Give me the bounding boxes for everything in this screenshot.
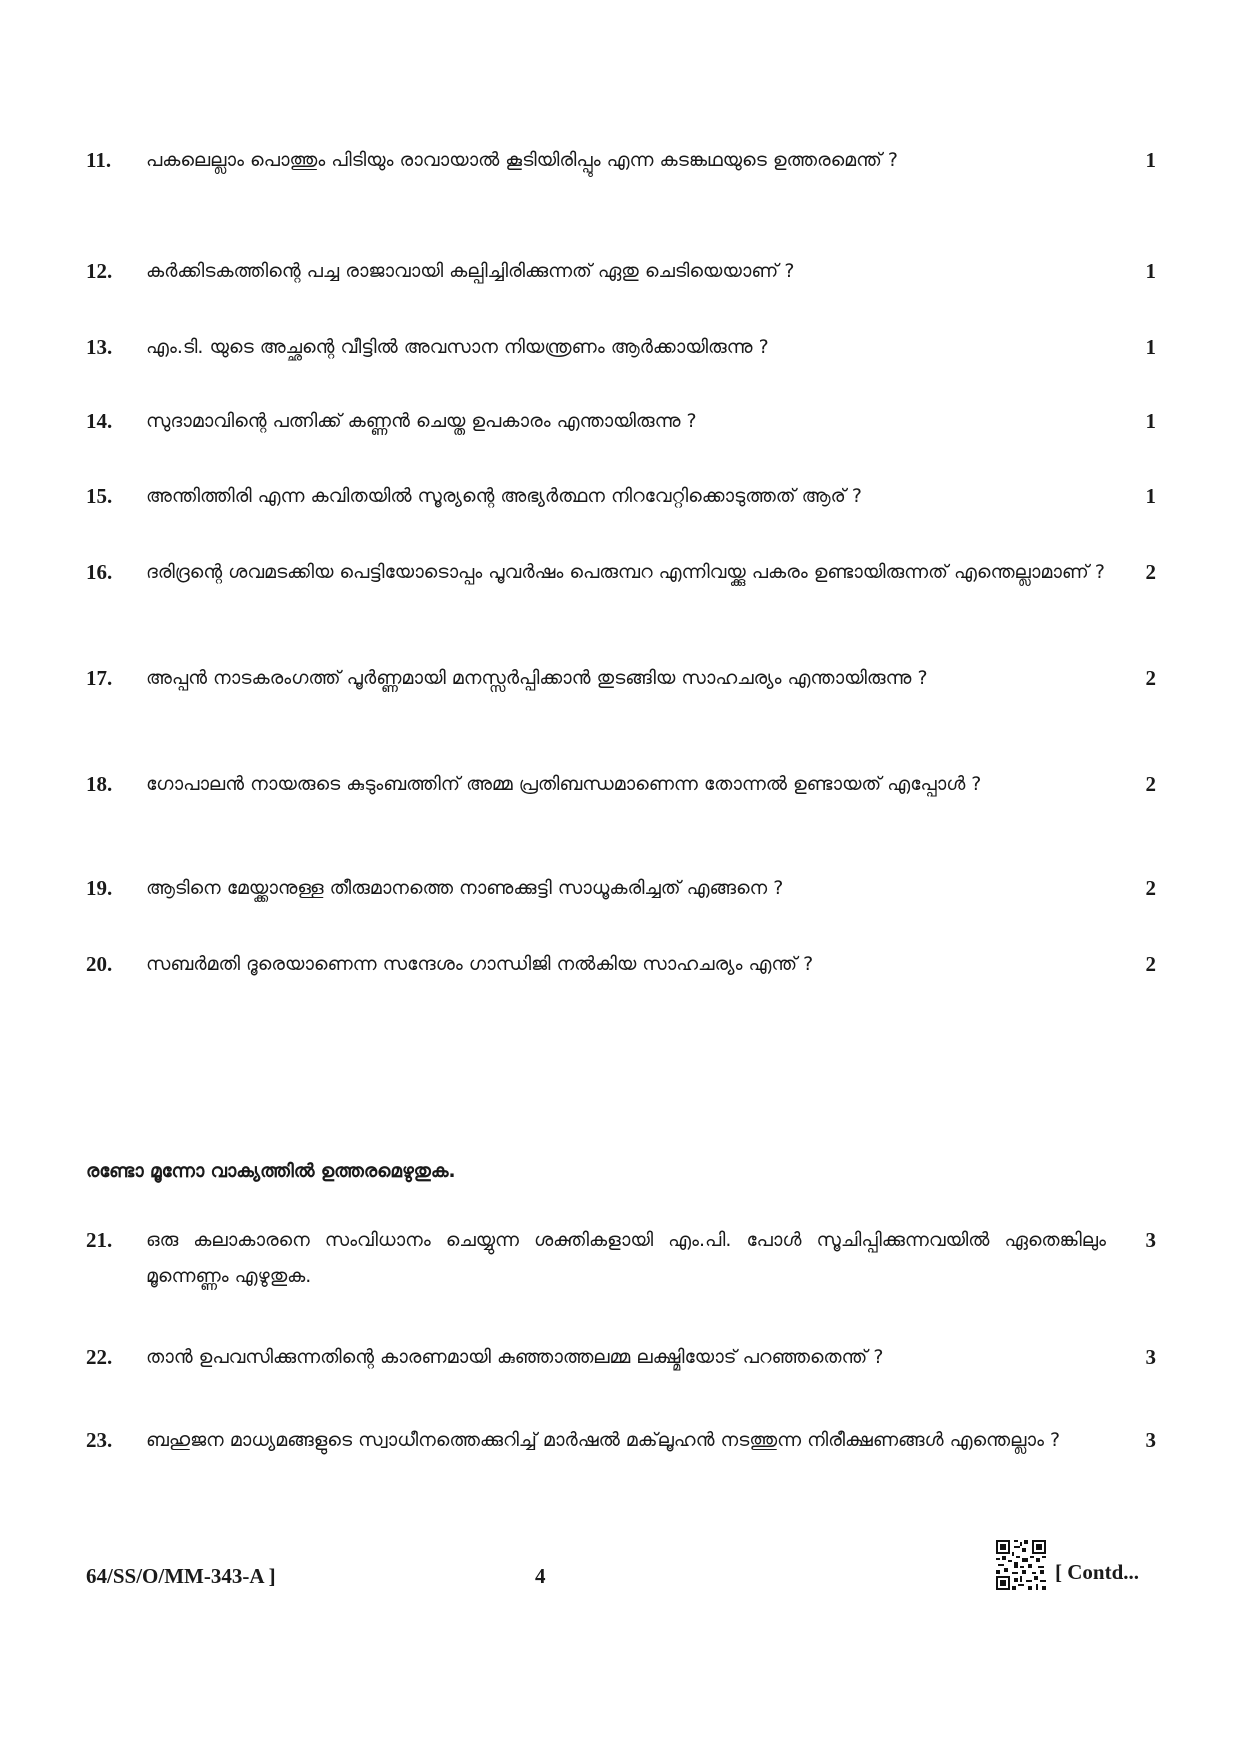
question-marks: 2 <box>1145 952 1156 976</box>
question-number: 14. <box>86 409 113 433</box>
question-marks: 1 <box>1145 148 1156 172</box>
question-text: താൻ ഉപവസിക്കുന്നതിന്റെ കാരണമായി കുഞ്ഞാത്തലമ്മ ലക്ഷ്മിയോട് പറഞ്ഞതെന്ത് ? <box>146 1346 884 1368</box>
question-text: ബഹുജന മാധ്യമങ്ങളുടെ സ്വാധീനത്തെക്കുറിച്ച് മാർഷൽ മക്‌ലൂഹൻ നടത്തുന്ന നിരീക്ഷണങ്ങൾ എന്തെല്ലാം ? <box>146 1429 1061 1451</box>
question-marks: 2 <box>1145 666 1156 690</box>
question-number: 21. <box>86 1228 113 1252</box>
question-number: 22. <box>86 1345 113 1369</box>
question-text: പകലെല്ലാം പൊത്തും പിടിയും രാവായാൽ കൂടിയിരിപ്പും എന്ന കടങ്കഥയുടെ ഉത്തരമെന്ത് ? <box>146 149 898 171</box>
question-text: ദരിദ്രന്റെ ശവമടക്കിയ പെട്ടിയോടൊപ്പം പൂവർഷം പെരുമ്പറ എന്നിവയ്ക്കു പകരം ഉണ്ടായിരുന്നത് എന്തെല്ലാമാണ് ? <box>146 561 1105 583</box>
question-text: അപ്പൻ നാടകരംഗത്ത് പൂർണ്ണമായി മനസ്സർപ്പിക്കാൻ തുടങ്ങിയ സാഹചര്യം എന്തായിരുന്നു ? <box>146 667 928 689</box>
question-text: അന്തിത്തിരി എന്ന കവിതയിൽ സൂര്യന്റെ അഭ്യർത്ഥന നിറവേറ്റിക്കൊടുത്തത് ആര് ? <box>146 485 862 507</box>
question-number: 16. <box>86 560 113 584</box>
continued-label: [ Contd... <box>1055 1560 1140 1584</box>
question-text: സുദാമാവിന്റെ പത്നിക്ക് കണ്ണൻ ചെയ്ത ഉപകാരം എന്തായിരുന്നു ? <box>146 410 697 432</box>
question-marks: 3 <box>1145 1428 1156 1452</box>
qr-code-icon <box>996 1540 1046 1590</box>
question-number: 18. <box>86 772 113 796</box>
page-number: 4 <box>535 1564 546 1588</box>
question-marks: 3 <box>1145 1345 1156 1369</box>
question-text: ആടിനെ മേയ്ക്കാനുള്ള തീരുമാനത്തെ നാണുക്കുട്ടി സാധൂകരിച്ചത് എങ്ങനെ ? <box>146 877 784 899</box>
question-text: ഗോപാലൻ നായരുടെ കുടുംബത്തിന് അമ്മ പ്രതിബന്ധമാണെന്ന തോന്നൽ ഉണ്ടായത് എപ്പോൾ ? <box>146 773 982 795</box>
question-text: കർക്കിടകത്തിന്റെ പച്ച രാജാവായി കല്പിച്ചിരിക്കുന്നത് ഏതു ചെടിയെയാണ് ? <box>146 260 795 282</box>
question-marks: 3 <box>1145 1228 1156 1252</box>
question-number: 20. <box>86 952 113 976</box>
question-number: 11. <box>86 148 112 172</box>
question-number: 13. <box>86 335 113 359</box>
question-text: ഒരു കലാകാരനെ സംവിധാനം ചെയ്യുന്ന ശക്തികളായി എം.പി. പോൾ സൂചിപ്പിക്കുന്നവയിൽ ഏതെങ്കിലും മൂന്നെണ്ണം എഴുതുക. <box>146 1229 1106 1287</box>
question-marks: 2 <box>1145 876 1156 900</box>
question-marks: 1 <box>1145 335 1156 359</box>
question-number: 12. <box>86 259 113 283</box>
question-number: 19. <box>86 876 113 900</box>
question-text: എം.ടി. യുടെ അച്ഛന്റെ വീട്ടിൽ അവസാന നിയന്ത്രണം ആർക്കായിരുന്നു ? <box>146 336 769 358</box>
question-marks: 1 <box>1145 259 1156 283</box>
question-number: 23. <box>86 1428 113 1452</box>
question-marks: 1 <box>1145 409 1156 433</box>
section-heading: രണ്ടോ മൂന്നോ വാക്യത്തിൽ ഉത്തരമെഴുതുക. <box>86 1161 456 1182</box>
question-marks: 2 <box>1145 560 1156 584</box>
question-number: 17. <box>86 666 113 690</box>
question-marks: 2 <box>1145 772 1156 796</box>
paper-code: 64/SS/O/MM-343-A ] <box>86 1564 276 1588</box>
question-marks: 1 <box>1145 484 1156 508</box>
question-text: സബർമതി ദൂരെയാണെന്ന സന്ദേശം ഗാന്ധിജി നൽകിയ സാഹചര്യം എന്ത് ? <box>146 953 814 975</box>
question-number: 15. <box>86 484 113 508</box>
